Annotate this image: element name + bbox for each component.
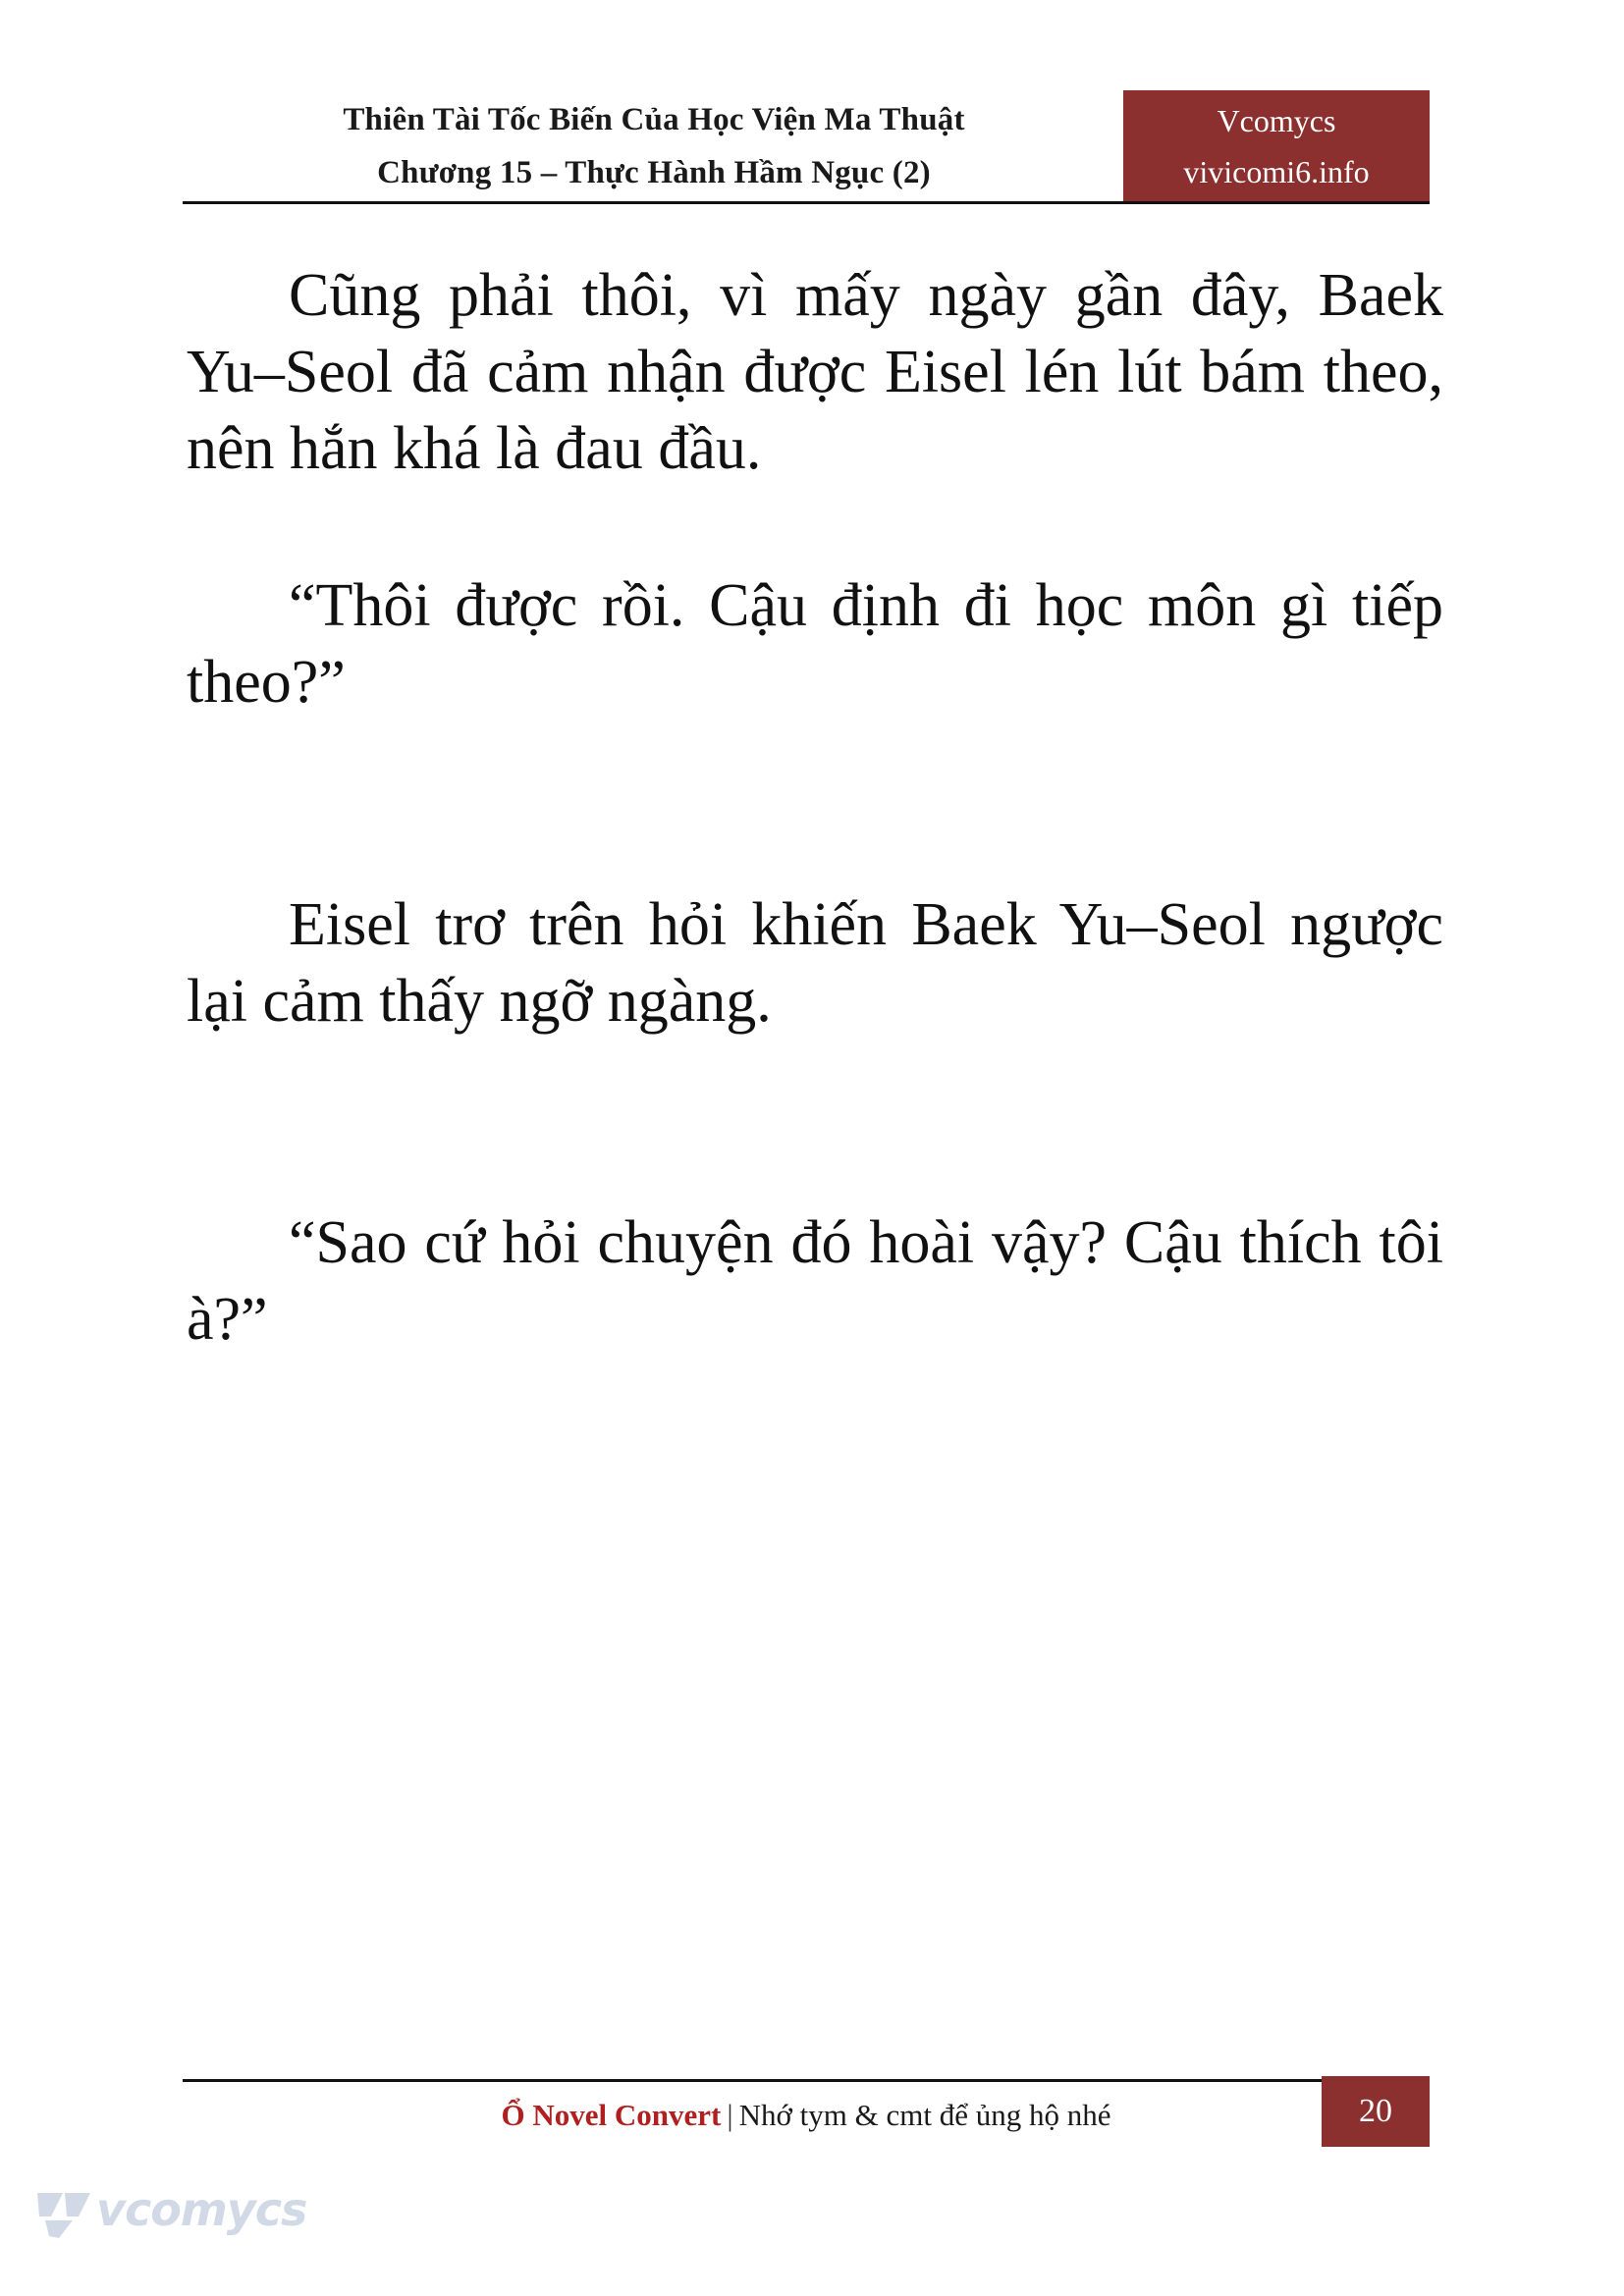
footer-note: Nhớ tym & cmt để ủng hộ nhé bbox=[738, 2098, 1111, 2132]
site-badge-url: vivicomi6.info bbox=[1183, 154, 1370, 189]
page-footer bbox=[183, 2079, 1430, 2148]
paragraph: Eisel trơ trên hỏi khiến Baek Yu–Seol ngược lại cảm thấy ngỡ ngàng. bbox=[187, 890, 1443, 1035]
site-badge-name: Vcomycs bbox=[1217, 103, 1336, 138]
site-badge bbox=[1123, 90, 1430, 201]
page-header bbox=[183, 93, 1430, 203]
vcomycs-logo-icon bbox=[35, 2187, 92, 2238]
page-content bbox=[187, 257, 1443, 1358]
footer-brand: Ổ Novel Convert bbox=[501, 2098, 722, 2132]
footer-content bbox=[183, 2082, 1430, 2148]
header-divider bbox=[183, 201, 1430, 204]
vcomycs-watermark bbox=[35, 2177, 307, 2262]
header-title bbox=[183, 93, 1125, 199]
footer-separator: | bbox=[727, 2098, 733, 2132]
paragraph: “Thôi được rồi. Cậu định đi học môn gì tiếp theo?” bbox=[187, 572, 1443, 717]
paragraph: Cũng phải thôi, vì mấy ngày gần đây, Baek Yu–Seol đã cảm nhận được Eisel lén lút bám theo, nên hắn khá là đau đầu. bbox=[187, 262, 1443, 483]
header-title-line1: Thiên Tài Tốc Biến Của Học Viện Ma Thuật bbox=[343, 102, 965, 137]
watermark-text: vcomycs bbox=[96, 2183, 307, 2236]
header-title-line2: Chương 15 – Thực Hành Hầm Ngục (2) bbox=[377, 155, 931, 190]
paragraph: “Sao cứ hỏi chuyện đó hoài vậy? Cậu thích tôi à?” bbox=[187, 1208, 1443, 1353]
page-number-badge: 20 bbox=[1322, 2076, 1430, 2147]
footer-credit bbox=[502, 2082, 1111, 2148]
